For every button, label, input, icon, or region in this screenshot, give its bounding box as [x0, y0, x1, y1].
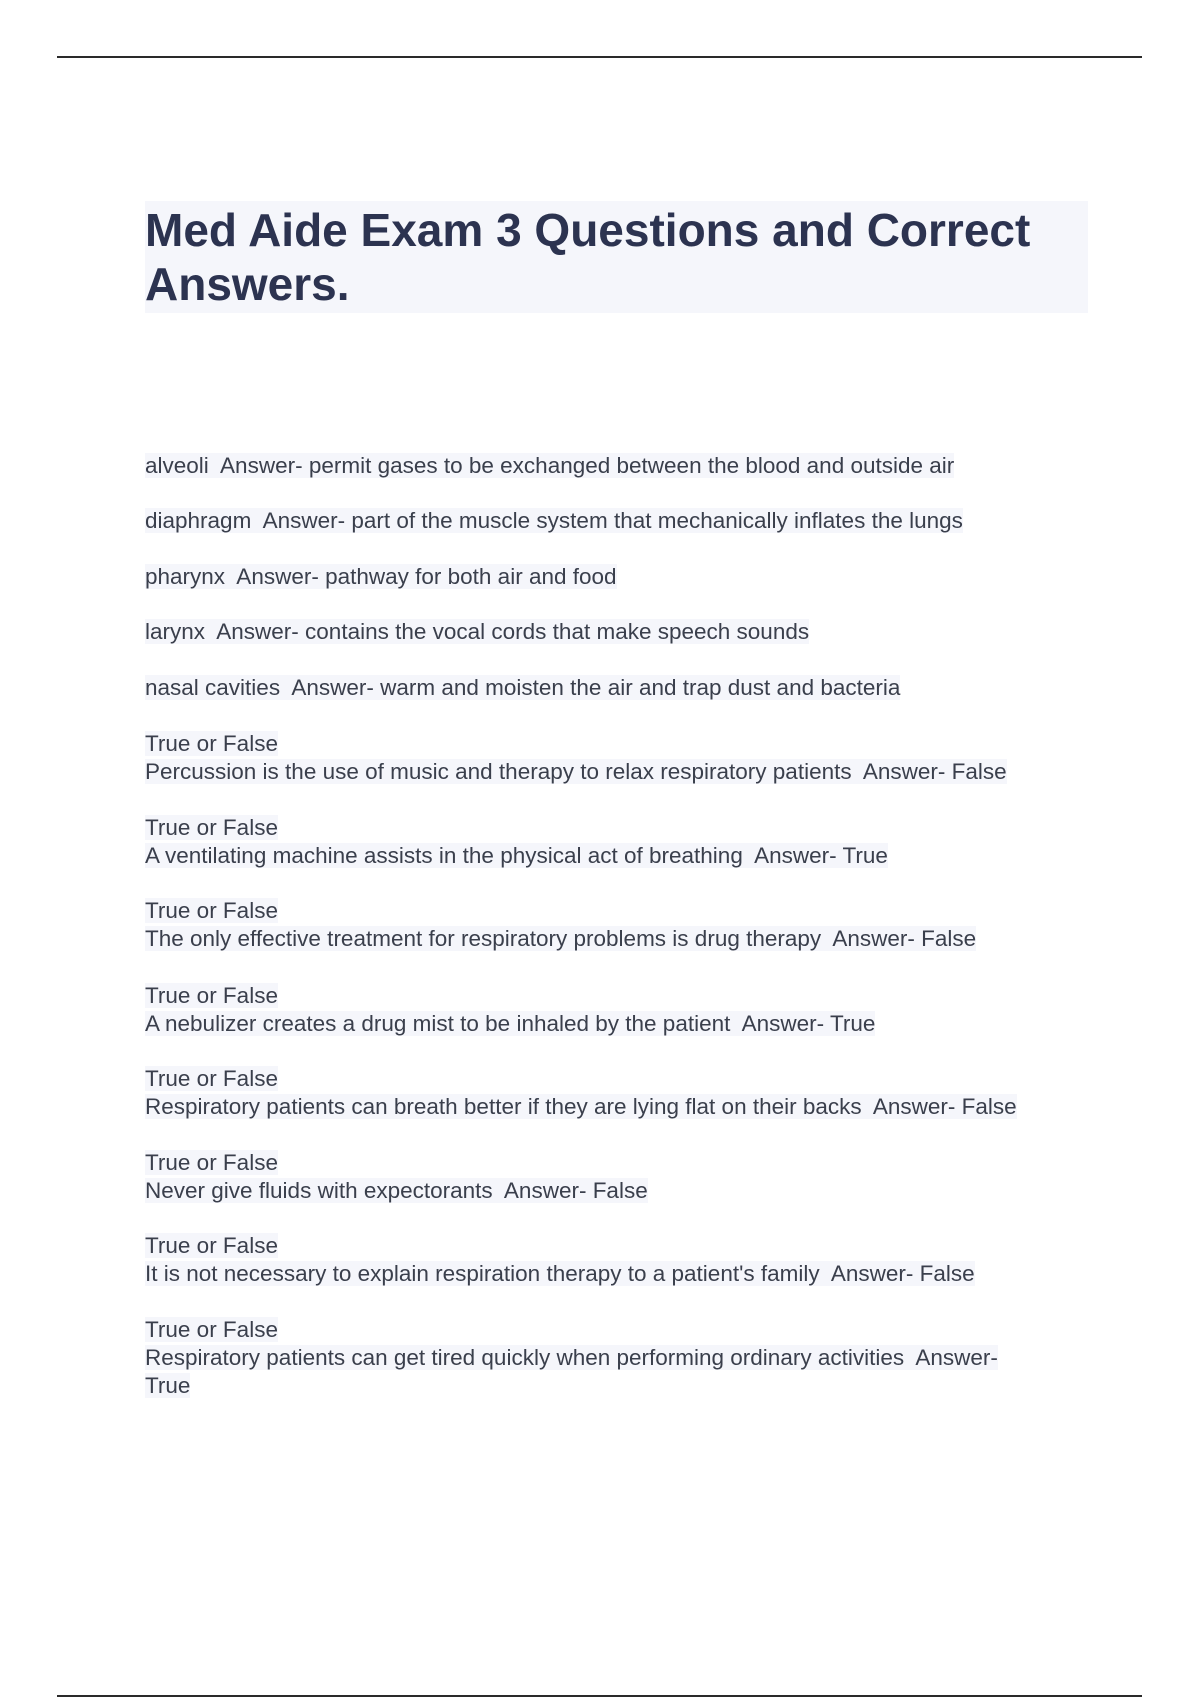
qa-prompt: True or False — [145, 983, 278, 1008]
qa-item — [145, 563, 1095, 591]
qa-line: A ventilating machine assists in the physical act of breathing Answer- True — [145, 843, 888, 868]
qa-item — [145, 452, 1095, 480]
qa-prompt: True or False — [145, 898, 278, 923]
qa-line: larynx Answer- contains the vocal cords that make speech sounds — [145, 619, 810, 644]
qa-item — [145, 897, 1095, 953]
qa-prompt: True or False — [145, 1066, 278, 1091]
qa-item — [145, 814, 1095, 870]
qa-item — [145, 982, 1095, 1038]
title-block — [145, 201, 1088, 313]
qa-item — [145, 618, 1095, 646]
qa-item — [145, 1232, 1095, 1288]
qa-prompt: True or False — [145, 1317, 278, 1342]
qa-line: The only effective treatment for respiratory problems is drug therapy Answer- False — [145, 926, 977, 951]
qa-line: It is not necessary to explain respiration therapy to a patient's family Answer- False — [145, 1261, 975, 1286]
qa-line: Respiratory patients can get tired quickly when performing ordinary activities Answer- — [145, 1345, 998, 1370]
document-title: Med Aide Exam 3 Questions and Correct Answers. — [145, 204, 1031, 310]
qa-line: pharynx Answer- pathway for both air and food — [145, 564, 617, 589]
qa-prompt: True or False — [145, 815, 278, 840]
qa-prompt: True or False — [145, 731, 278, 756]
qa-item — [145, 1316, 1095, 1400]
qa-item — [145, 1149, 1095, 1205]
qa-prompt: True or False — [145, 1150, 278, 1175]
qa-line: Respiratory patients can breath better if they are lying flat on their backs Answer- False — [145, 1094, 1017, 1119]
qa-line: Percussion is the use of music and therapy to relax respiratory patients Answer- False — [145, 759, 1007, 784]
qa-prompt: True or False — [145, 1233, 278, 1258]
qa-line: alveoli Answer- permit gases to be exchanged between the blood and outside air — [145, 453, 955, 478]
qa-line: Never give fluids with expectorants Answer- False — [145, 1178, 648, 1203]
qa-line: A nebulizer creates a drug mist to be inhaled by the patient Answer- True — [145, 1011, 876, 1036]
qa-line: diaphragm Answer- part of the muscle system that mechanically inflates the lungs — [145, 508, 963, 533]
footer-rule — [57, 1695, 1142, 1697]
header-rule — [57, 56, 1142, 58]
qa-item — [145, 1065, 1095, 1121]
qa-item — [145, 507, 1095, 535]
qa-item — [145, 674, 1095, 702]
qa-item — [145, 730, 1095, 786]
qa-line: True — [145, 1373, 191, 1398]
qa-line: nasal cavities Answer- warm and moisten the air and trap dust and bacteria — [145, 675, 901, 700]
